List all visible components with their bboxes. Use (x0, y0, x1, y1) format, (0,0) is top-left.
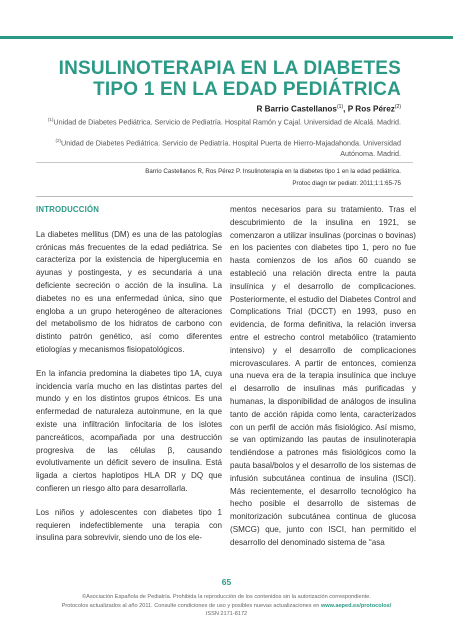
affiliation-mark: (2) (55, 138, 61, 143)
citation-block (81, 166, 401, 190)
article-title: INSULINOTERAPIA EN LA DIABETES TIPO 1 EN LA EDAD PEDIÁTRICA (58, 58, 401, 100)
body-paragraph: En la infancia predomina la diabetes tipo 1A, cuya incidencia varía mucho en las distintas partes del mundo y en los distintos grupos étnicos. Es una enfermedad de naturaleza autoinmune, en la que existe una infiltración linfocitaria de los islotes pancreáticos, acompañada por una destrucción progresiva de las células β, causando evolutivamente un déficit severo de insulina. Está ligada a ciertos haplotipos HLA DR y DQ que confieren un riesgo alto para desarrollarla. (36, 368, 222, 493)
left-column (36, 204, 222, 556)
author-name: P Ros Pérez (347, 104, 395, 114)
authors-line (256, 104, 401, 114)
affiliation-text: Unidad de Diabetes Pediátrica. Servicio de Pediatría. Hospital Puerta de Hierro-Majadahonda. Universidad Autónoma. Madrid. (61, 138, 401, 158)
section-divider (36, 196, 413, 197)
affiliation-mark: (1) (47, 117, 54, 122)
right-column (230, 204, 416, 561)
footer-copyright: ©Asociación Española de Pediatría. Prohibida la reproducción de los contenidos sin la autorización correspondiente. (82, 594, 371, 600)
author-name: R Barrio Castellanos (256, 104, 337, 114)
page-number: 65 (221, 577, 232, 587)
footer-link[interactable]: www.aeped.es/protocolos/ (320, 602, 392, 609)
section-heading: INTRODUCCIÓN (36, 205, 100, 214)
citation-line: Protoc diagn ter pediatr. 2011;1:1:65-75 (292, 180, 401, 187)
footer-issn: ISSN 2171-8172 (205, 611, 248, 617)
footer-notice-text: Protocolos actualizados al año 2011. Consulte condiciones de uso y posibles nuevas actualizaciones en (61, 602, 321, 609)
header-rule (0, 36, 453, 39)
affiliation (41, 115, 401, 128)
citation-line: Barrio Castellanos R, Ros Pérez P. Insulinoterapia en la diabetes tipo 1 en la edad pediátrica. (145, 168, 401, 175)
author-affiliation-mark: (1) (337, 104, 344, 110)
affiliation-text: Unidad de Diabetes Pediátrica. Servicio de Pediatría. Hospital Ramón y Cajal. Universidad de Alcalá. Madrid. (53, 117, 401, 127)
affiliation (41, 136, 401, 159)
body-paragraph: Los niños y adolescentes con diabetes tipo 1 requieren indefectiblemente una terapia con insulina para sobrevivir, siendo uno de los ele- (36, 507, 222, 543)
footer-notice (20, 602, 433, 611)
author-separator: , (343, 104, 348, 114)
footer (20, 593, 433, 619)
author-affiliation-mark: (2) (394, 104, 401, 110)
body-paragraph: La diabetes mellitus (DM) es una de las patologías crónicas más frecuentes de la edad pediátrica. Se caracteriza por la existencia de hiperglucemia en ayunas y postingesta, y es secundaria a una deficiente secreción o acción de la insulina. La diabetes no es una enfermedad única, sino que engloba a un grupo heterogéneo de alteraciones del metabolismo de los hidratos de carbono con distinto patrón genético, así como diferentes etiologías y mecanismos fisiopatológicos. (36, 229, 222, 354)
body-paragraph: mentos necesarios para su tratamiento. Tras el descubrimiento de la insulina en 1921, se comenzaron a utilizar insulinas (porcinas o bovinas) en los pacientes con diabetes tipo 1, pero no fue hasta comienzos de los años 60 cuando se estableció una relación directa entre la pauta insulínica y el desarrollo de complicaciones. Posteriormente, el estudio del Diabetes Control and Complications Trial (DCCT) en 1993, puso en evidencia, de forma definitiva, la relación inversa entre el estrecho control metabólico (tratamiento intensivo) y el desarrollo de complicaciones microvasculares. A partir de entonces, comienza una nueva era de la terapia insulínica que incluye el desarrollo de insulinas más purificadas y humanas, la disponibilidad de análogos de insulina tanto de acción rápida como lenta, caracterizados con un perfil de acción más fisiológico. Así mismo, se van optimizando las pautas de insulinoterapia tendiéndose a patrones más fisiológicos como la pauta basal/bolos y el desarrollo de los sistemas de infusión subcutánea continua de insulina (ISCI). Más recientemente, el desarrollo tecnológico ha hecho posible el desarrollo de sistemas de monitorización subcutánea continua de glucosa (SMCG) que, junto con ISCI, han permitido el desarrollo del denominado sistema de “asa (230, 205, 416, 547)
citation-rule (36, 162, 413, 163)
